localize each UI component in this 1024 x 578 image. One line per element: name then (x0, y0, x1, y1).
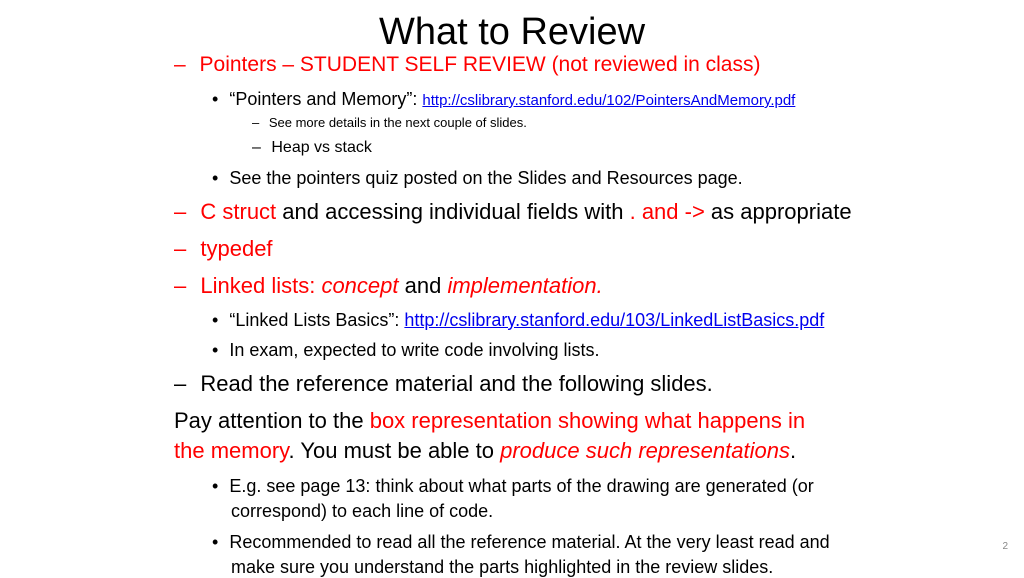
llb-label: “Linked Lists Basics”: (229, 310, 405, 330)
page-number: 2 (1002, 541, 1008, 552)
item-linked-lists-basics (212, 309, 824, 331)
item-read-reference (174, 370, 713, 398)
dash-marker: – (252, 139, 261, 156)
attention-line-1 (174, 406, 805, 436)
heap-stack-text: Heap vs stack (271, 139, 372, 156)
ll-implementation: implementation. (447, 273, 603, 298)
pam-link[interactable]: http://cslibrary.stanford.edu/102/PointersAndMemory.pdf (422, 92, 796, 109)
item-eg-cont (231, 500, 493, 522)
dash-marker: – (174, 53, 186, 76)
item-recommended (212, 531, 830, 553)
rec-line-1: Recommended to read all the reference material. At the very least read and (229, 532, 830, 552)
attention-line-2 (174, 436, 796, 466)
bullet-marker: • (212, 476, 219, 496)
item-typedef (174, 235, 273, 263)
dash-marker: – (252, 115, 260, 130)
item-linked-lists (174, 272, 603, 300)
item-pointers-memory (212, 88, 795, 112)
item-exam (212, 339, 600, 361)
item-eg (212, 475, 814, 497)
bullet-marker: • (212, 532, 219, 552)
quiz-text: See the pointers quiz posted on the Slides and Resources page. (229, 168, 743, 188)
attention-highlight-2: the memory (174, 438, 289, 463)
cstruct-tail: as appropriate (704, 199, 852, 224)
eg-line-2: correspond) to each line of code. (231, 501, 494, 521)
attention-highlight-3: produce such representations (500, 438, 790, 463)
attention-text-2: . You must be able to (288, 438, 501, 463)
pam-label: “Pointers and Memory”: (229, 89, 423, 109)
cstruct-term: C struct (200, 199, 277, 224)
dash-marker: – (174, 273, 187, 298)
cstruct-operators: . and -> (629, 199, 705, 224)
item-heap-stack (252, 138, 372, 158)
rec-line-2: make sure you understand the parts highlighted in the review slides. (231, 557, 774, 577)
slide-title: What to Review (378, 11, 646, 53)
ll-term: Linked lists: (200, 273, 322, 298)
bullet-marker: • (212, 168, 219, 188)
read-reference-text: Read the reference material and the following slides. (200, 371, 713, 396)
item-recommended-cont (231, 556, 773, 578)
llb-link[interactable]: http://cslibrary.stanford.edu/103/LinkedListBasics.pdf (404, 310, 825, 330)
item-more-details (252, 114, 527, 132)
eg-line-1: E.g. see page 13: think about what parts of the drawing are generated (or (229, 476, 814, 496)
attention-text-1: Pay attention to the (174, 408, 370, 433)
attention-text-3: . (789, 438, 797, 463)
ll-concept: concept (321, 273, 399, 298)
item-cstruct (174, 198, 852, 226)
exam-text: In exam, expected to write code involving lists. (229, 340, 600, 360)
ll-and: and (398, 273, 448, 298)
typedef-text: typedef (200, 236, 273, 261)
bullet-marker: • (212, 310, 219, 330)
cstruct-text: and accessing individual fields with (276, 199, 630, 224)
attention-highlight-1: box representation showing what happens in (369, 408, 806, 433)
bullet-marker: • (212, 89, 219, 109)
item-quiz (212, 167, 743, 189)
more-details-text: See more details in the next couple of slides. (268, 115, 527, 130)
dash-marker: – (174, 371, 187, 396)
dash-marker: – (174, 236, 187, 261)
bullet-marker: • (212, 340, 219, 360)
dash-marker: – (174, 199, 187, 224)
item-pointers (174, 52, 760, 78)
item-pointers-text: Pointers – STUDENT SELF REVIEW (not reviewed in class) (199, 53, 761, 76)
